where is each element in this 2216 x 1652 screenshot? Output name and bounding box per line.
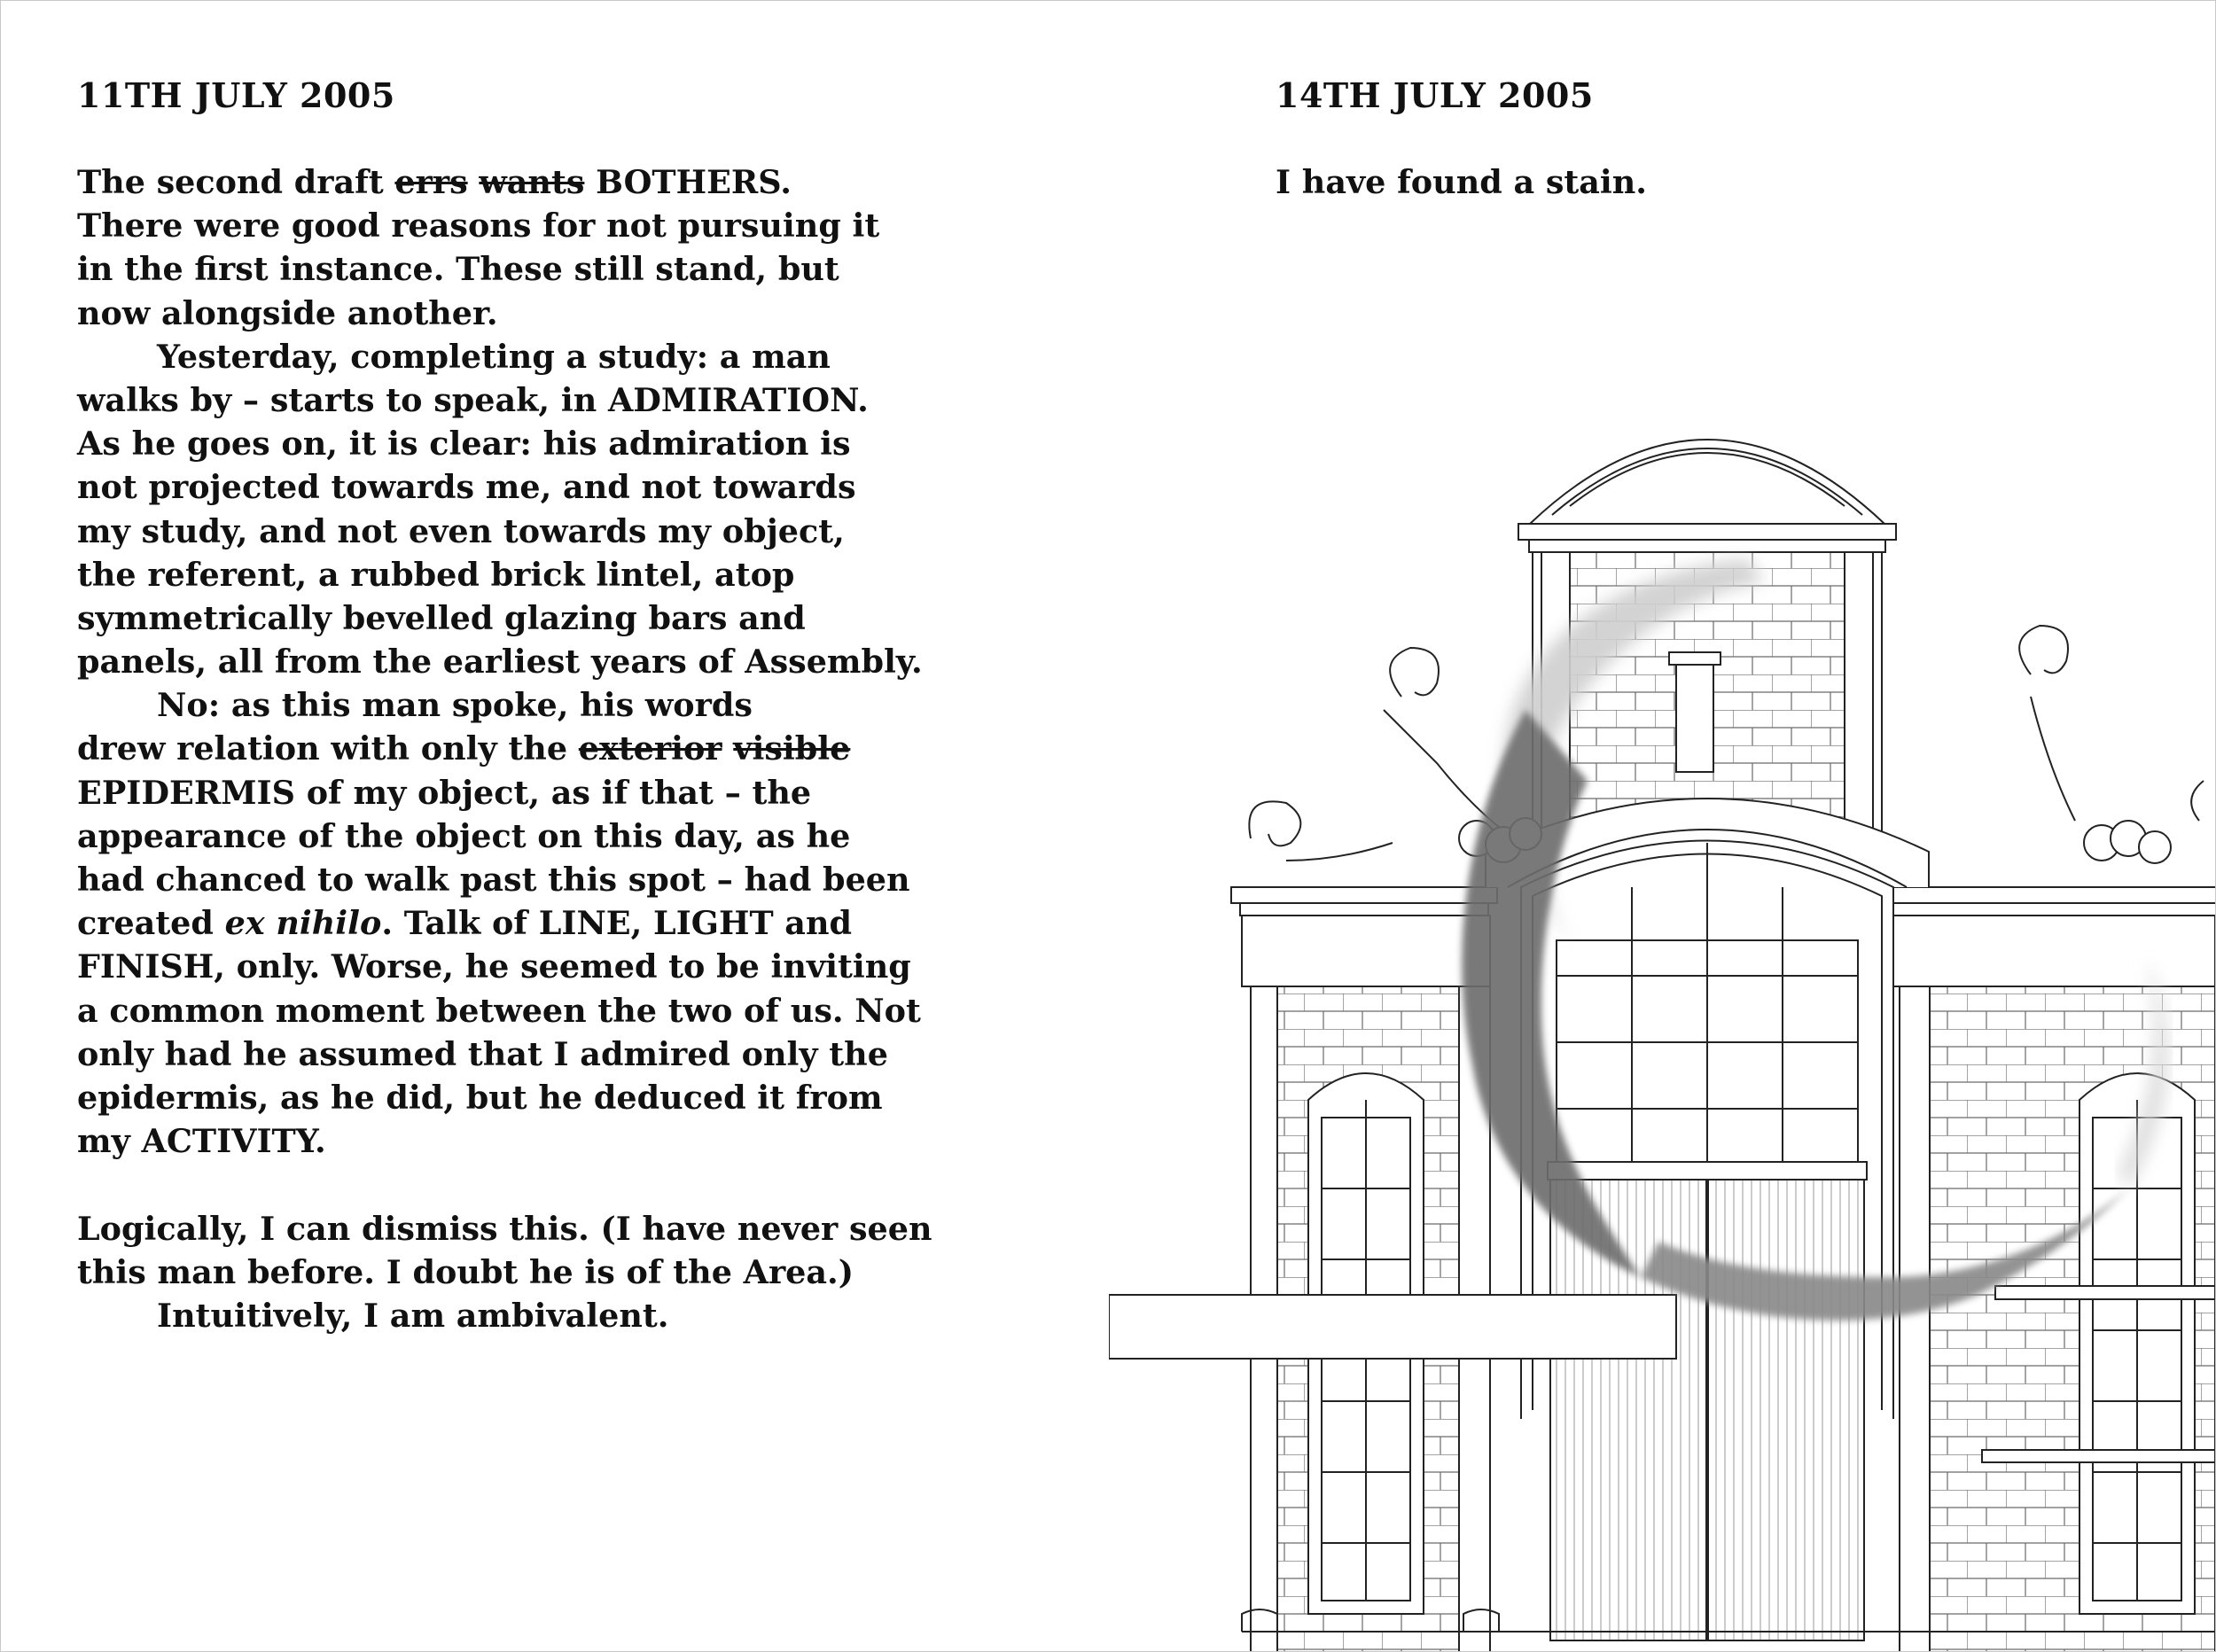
text-line: Logically, I can dismiss this. (I have never seen [77, 1209, 932, 1248]
entry-date: 14TH JULY 2005 [1276, 75, 1594, 115]
struck-word: wants [479, 163, 585, 201]
text-run: BOTHERS. [584, 163, 792, 201]
struck-word: visible [733, 729, 851, 768]
text-run: . Talk of LINE, LIGHT and [381, 904, 853, 943]
text-line [77, 160, 932, 204]
text-line [77, 727, 932, 770]
text-line: a common moment between the two of us. Not [77, 991, 921, 1030]
text-line: No: as this man spoke, his words [157, 686, 753, 725]
text-line: There were good reasons for not pursuing it [77, 206, 880, 245]
text-run: The second draft [77, 163, 395, 201]
text-line: in the first instance. These still stand, but [77, 250, 839, 289]
text-line: my study, and not even towards my object, [77, 511, 845, 550]
text-line: symmetrically bevelled glazing bars and [77, 598, 806, 637]
struck-word: exterior [578, 729, 722, 768]
text-line: Yesterday, completing a study: a man [157, 337, 831, 376]
text-line: I have found a stain. [1276, 163, 1647, 201]
text-line: now alongside another. [77, 293, 498, 332]
text-line: not projected towards me, and not towards [77, 468, 856, 507]
text-line: this man before. I doubt he is of the Area.) [77, 1252, 854, 1291]
text-line: walks by – starts to speak, in ADMIRATION. [77, 380, 869, 419]
entry-body [77, 160, 932, 1337]
right-page [1109, 1, 2215, 1651]
text-line: had chanced to walk past this spot – had been [77, 861, 910, 899]
text-line: FINISH, only. Worse, he seemed to be inviting [77, 947, 911, 986]
text-line: epidermis, as he did, but he deduced it from [77, 1078, 883, 1117]
building-facade-drawing [1109, 391, 2215, 1651]
text-line: Intuitively, I am ambivalent. [157, 1296, 669, 1335]
text-line: only had he assumed that I admired only the [77, 1034, 888, 1073]
left-page [1, 1, 1108, 1651]
text-line: the referent, a rubbed brick lintel, atop [77, 555, 795, 594]
text-line: EPIDERMIS of my object, as if that – the [77, 773, 812, 812]
text-line: As he goes on, it is clear: his admiration is [77, 425, 851, 464]
text-run: created [77, 904, 225, 943]
text-line [77, 901, 932, 945]
paragraph-gap [77, 1163, 932, 1206]
entry-body [1276, 160, 1647, 204]
text-run [722, 729, 734, 768]
text-line: appearance of the object on this day, as he [77, 816, 851, 855]
italic-phrase: ex nihilo [224, 904, 382, 943]
text-run: drew relation with only the [77, 729, 579, 768]
struck-word: errs [394, 163, 468, 201]
text-line: panels, all from the earliest years of Assembly. [77, 643, 923, 682]
entry-date: 11TH JULY 2005 [77, 75, 395, 115]
text-run [468, 163, 480, 201]
text-line: my ACTIVITY. [77, 1122, 326, 1161]
